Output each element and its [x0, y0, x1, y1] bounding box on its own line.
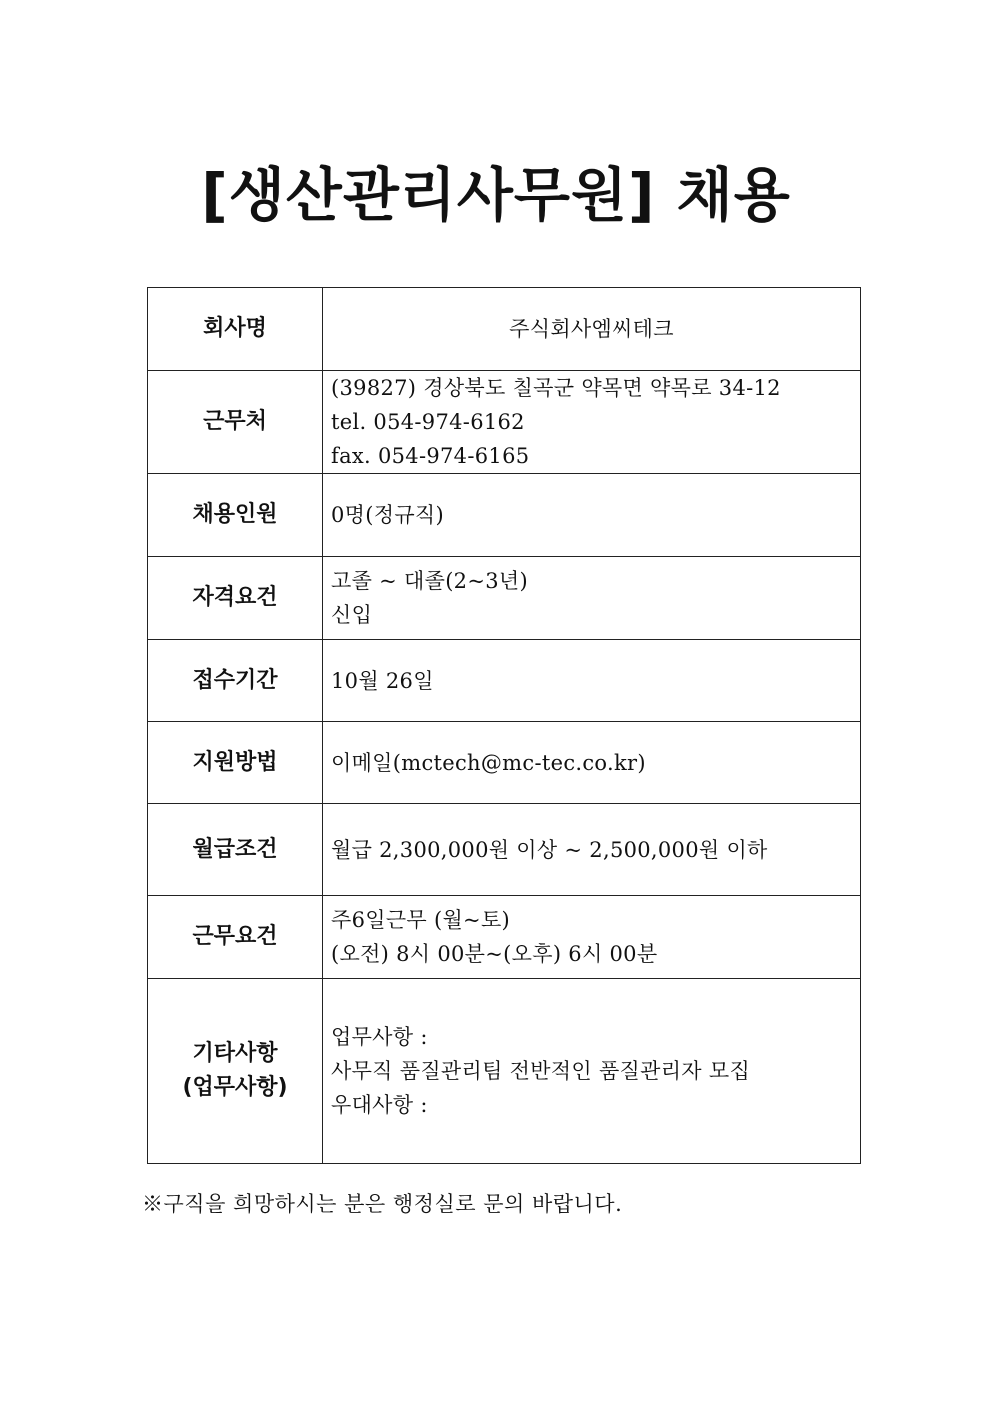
salary-value: 월급 2,300,000원 이상 ~ 2,500,000원 이하 — [323, 804, 861, 896]
qualification-education: 고졸 ~ 대졸(2~3년) — [331, 569, 528, 593]
row-label-workplace: 근무처 — [148, 371, 323, 474]
duty-description: 사무직 품질관리팀 전반적인 품질관리자 모집 — [331, 1059, 751, 1083]
table-row-application-period — [148, 640, 861, 722]
row-label-other-line1: 기타사항 — [192, 1041, 278, 1066]
workplace-tel: tel. 054-974-6162 — [331, 410, 525, 434]
row-label-working-conditions: 근무요건 — [148, 896, 323, 979]
row-label-application-period: 접수기간 — [148, 640, 323, 722]
application-method-value: 이메일(mctech@mc-tec.co.kr) — [323, 722, 861, 804]
table-row-headcount — [148, 474, 861, 557]
headcount-value: 0명(정규직) — [323, 474, 861, 557]
table-row-workplace — [148, 371, 861, 474]
table-row-other — [148, 979, 861, 1164]
working-conditions-details — [323, 896, 861, 979]
other-details — [323, 979, 861, 1164]
duty-heading: 업무사항 : — [331, 1025, 428, 1049]
row-label-qualification: 자격요건 — [148, 557, 323, 640]
table-row-company — [148, 288, 861, 371]
working-days: 주6일근무 (월~토) — [331, 908, 511, 932]
company-name: 주식회사엠씨테크 — [323, 288, 861, 371]
table-row-qualification — [148, 557, 861, 640]
table-row-salary — [148, 804, 861, 896]
row-label-application-method: 지원방법 — [148, 722, 323, 804]
qualification-experience: 신입 — [331, 603, 373, 627]
row-label-other — [148, 979, 323, 1164]
workplace-address: (39827) 경상북도 칠곡군 약목면 약목로 34-12 — [331, 376, 781, 400]
job-posting-table — [147, 287, 861, 1164]
workplace-fax: fax. 054-974-6165 — [331, 444, 530, 468]
workplace-details — [323, 371, 861, 474]
row-label-headcount: 채용인원 — [148, 474, 323, 557]
row-label-company: 회사명 — [148, 288, 323, 371]
table-row-working-conditions — [148, 896, 861, 979]
footer-note: ※구직을 희망하시는 분은 행정실로 문의 바랍니다. — [142, 1192, 623, 1216]
qualification-details — [323, 557, 861, 640]
row-label-salary: 월급조건 — [148, 804, 323, 896]
application-period-value: 10월 26일 — [323, 640, 861, 722]
row-label-other-line2: (업무사항) — [182, 1075, 288, 1100]
working-hours: (오전) 8시 00분~(오후) 6시 00분 — [331, 942, 658, 966]
table-row-application-method — [148, 722, 861, 804]
page-title: [생산관리사무원] 채용 — [201, 161, 791, 229]
preference-heading: 우대사항 : — [331, 1093, 428, 1117]
